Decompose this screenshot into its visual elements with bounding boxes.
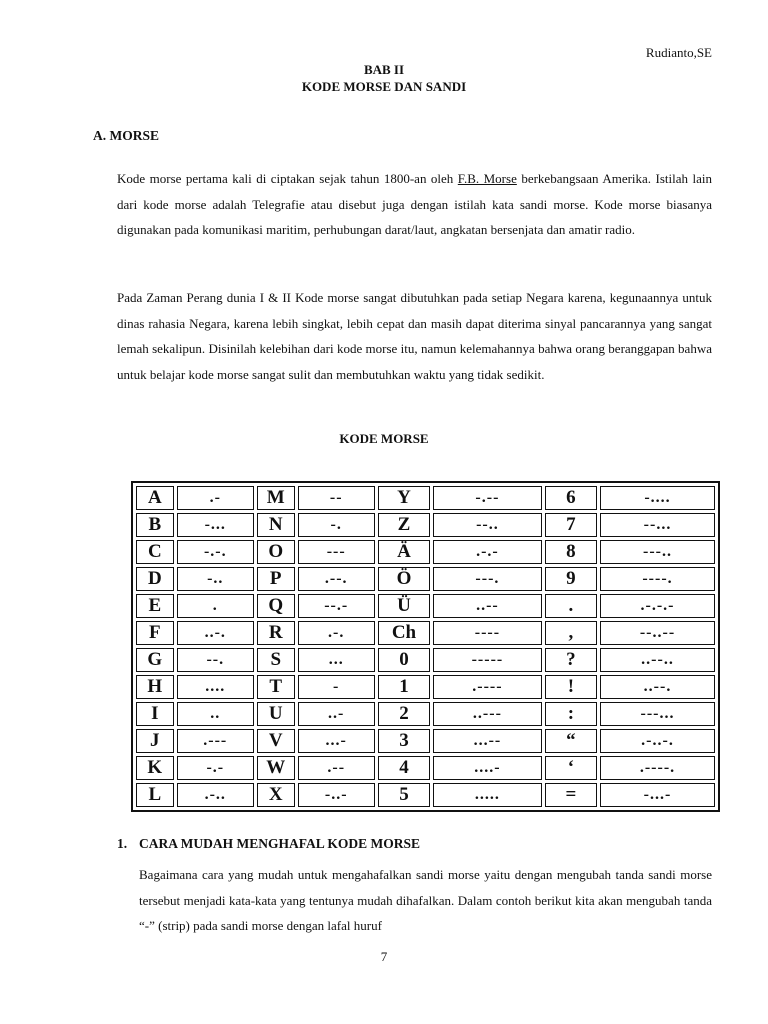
morse-code: -.... [600, 486, 715, 510]
table-row [136, 783, 715, 807]
morse-character: J [136, 729, 174, 753]
table-row [136, 729, 715, 753]
morse-character: O [257, 540, 295, 564]
morse-character: V [257, 729, 295, 753]
morse-name-link[interactable]: F.B. Morse [457, 171, 517, 186]
morse-character: H [136, 675, 174, 699]
morse-character: 7 [545, 513, 597, 537]
morse-code: ..... [433, 783, 542, 807]
morse-code: ---... [600, 702, 715, 726]
morse-code: .... [177, 675, 254, 699]
morse-character: T [257, 675, 295, 699]
morse-code: ... [298, 648, 375, 672]
morse-code: ..--.. [600, 648, 715, 672]
morse-code: ----- [433, 648, 542, 672]
morse-character: G [136, 648, 174, 672]
morse-code: ----. [600, 567, 715, 591]
morse-code: .-- [298, 756, 375, 780]
morse-code: -.. [177, 567, 254, 591]
morse-character: E [136, 594, 174, 618]
morse-code: --.- [298, 594, 375, 618]
morse-character: = [545, 783, 597, 807]
morse-character: N [257, 513, 295, 537]
morse-code: --. [177, 648, 254, 672]
paragraph-1 [117, 166, 712, 243]
section-1-number: 1. [117, 836, 128, 851]
author-name: Rudianto,SE [645, 45, 712, 60]
table-row [136, 486, 715, 510]
morse-character: C [136, 540, 174, 564]
morse-character: F [136, 621, 174, 645]
morse-character: ! [545, 675, 597, 699]
morse-code: .-.-.- [600, 594, 715, 618]
morse-character: Y [378, 486, 430, 510]
morse-code: .--- [177, 729, 254, 753]
morse-character: ‘ [545, 756, 597, 780]
morse-character: 9 [545, 567, 597, 591]
morse-character: ? [545, 648, 597, 672]
morse-character: Q [257, 594, 295, 618]
table-row [136, 648, 715, 672]
morse-code: -.-. [177, 540, 254, 564]
morse-character: S [257, 648, 295, 672]
morse-code: ...- [298, 729, 375, 753]
morse-character: 4 [378, 756, 430, 780]
morse-code: ..--- [433, 702, 542, 726]
morse-code: -... [177, 513, 254, 537]
morse-character: Z [378, 513, 430, 537]
morse-character: A [136, 486, 174, 510]
morse-character: 3 [378, 729, 430, 753]
morse-code: - [298, 675, 375, 699]
morse-code: -.-- [433, 486, 542, 510]
morse-code: .----. [600, 756, 715, 780]
paragraph-2: Pada Zaman Perang dunia I & II Kode morse sangat dibutuhkan pada setiap Negara karena, kegunaannya untuk dinas rahasia Negara, karena lebih singkat, lebih cepat dan masih dapat diterima sinyal pancarannya yang sangat lemah sekalipun. Disinilah kelebihan dari kode morse itu, namun kelemahannya bahwa orang beranggapan bahwa untuk belajar kode morse sangat sulit dan membutuhkan waktu yang tidak sedikit. [117, 290, 712, 382]
morse-code: ..--. [600, 675, 715, 699]
morse-character: 5 [378, 783, 430, 807]
chapter-title: KODE MORSE DAN SANDI [301, 79, 467, 94]
paragraph-1-end: berkebangsaan Amerika. Istilah lain dari kode morse adalah Telegrafie atau disebut juga dengan istilah kata sandi morse. Kode morse biasanya digunakan pada komunikasi maritim, perhubungan darat/laut, angkatan bersenjata dan amatir radio. [117, 171, 712, 237]
morse-code: ....- [433, 756, 542, 780]
morse-code: -. [298, 513, 375, 537]
morse-character: : [545, 702, 597, 726]
section-1-heading [117, 836, 420, 852]
morse-code: .-.. [177, 783, 254, 807]
morse-code: ...-- [433, 729, 542, 753]
morse-character: Ö [378, 567, 430, 591]
morse-code: .-.- [433, 540, 542, 564]
morse-character: 2 [378, 702, 430, 726]
morse-code: .- [177, 486, 254, 510]
table-row [136, 756, 715, 780]
morse-character: 8 [545, 540, 597, 564]
morse-table-title: KODE MORSE [339, 431, 429, 446]
morse-code: . [177, 594, 254, 618]
morse-code: ---- [433, 621, 542, 645]
paragraph-1-start: Kode morse pertama kali di ciptakan sejak tahun 1800-an oleh [117, 171, 458, 186]
table-row [136, 675, 715, 699]
morse-code: ---.. [600, 540, 715, 564]
table-row [136, 594, 715, 618]
morse-code: --.. [433, 513, 542, 537]
morse-character: M [257, 486, 295, 510]
table-row [136, 702, 715, 726]
morse-character: “ [545, 729, 597, 753]
section-a-heading: A. MORSE [93, 128, 160, 143]
morse-character: . [545, 594, 597, 618]
page-number: 7 [380, 949, 388, 964]
morse-character: B [136, 513, 174, 537]
table-row [136, 567, 715, 591]
morse-character: Ch [378, 621, 430, 645]
morse-character: 1 [378, 675, 430, 699]
morse-character: , [545, 621, 597, 645]
morse-code: ..- [298, 702, 375, 726]
morse-code: -..- [298, 783, 375, 807]
morse-code: --... [600, 513, 715, 537]
morse-code: -.- [177, 756, 254, 780]
morse-character: I [136, 702, 174, 726]
morse-character: U [257, 702, 295, 726]
morse-code: .--. [298, 567, 375, 591]
morse-character: P [257, 567, 295, 591]
morse-character: 0 [378, 648, 430, 672]
morse-code-table [131, 481, 720, 812]
morse-code: .. [177, 702, 254, 726]
morse-character: K [136, 756, 174, 780]
section-1-title: CARA MUDAH MENGHAFAL KODE MORSE [139, 836, 421, 851]
morse-code: .---- [433, 675, 542, 699]
table-row [136, 540, 715, 564]
morse-code: .-..-. [600, 729, 715, 753]
paragraph-3: Bagaimana cara yang mudah untuk mengahafalkan sandi morse yaitu dengan mengubah tanda sandi morse tersebut menjadi kata-kata yang tentunya mudah dihafalkan. Dalam contoh berikut kita akan mengubah tanda “-” (strip) pada sandi morse dengan lafal huruf [139, 867, 712, 933]
morse-character: D [136, 567, 174, 591]
morse-code: .-. [298, 621, 375, 645]
morse-code: -- [298, 486, 375, 510]
morse-code: --- [298, 540, 375, 564]
morse-character: R [257, 621, 295, 645]
morse-character: W [257, 756, 295, 780]
morse-character: 6 [545, 486, 597, 510]
morse-character: Ä [378, 540, 430, 564]
morse-character: L [136, 783, 174, 807]
morse-code: -...- [600, 783, 715, 807]
morse-character: X [257, 783, 295, 807]
morse-code: --..-- [600, 621, 715, 645]
morse-character: Ü [378, 594, 430, 618]
table-row [136, 621, 715, 645]
table-row [136, 513, 715, 537]
chapter-label: BAB II [363, 62, 405, 77]
morse-code: ---. [433, 567, 542, 591]
morse-code: ..-- [433, 594, 542, 618]
morse-code: ..-. [177, 621, 254, 645]
